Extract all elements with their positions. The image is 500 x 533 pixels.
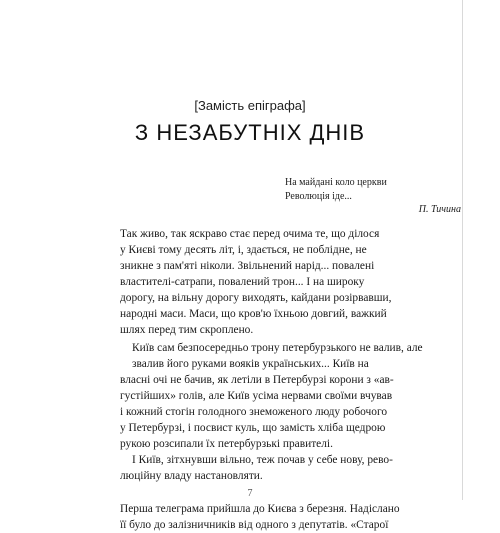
epigraph-line: Революція іде... bbox=[285, 190, 352, 202]
text-line: народні маси. Маси, що кров'ю їхньою довгий, важкий bbox=[120, 308, 387, 320]
text-line: зникне з пам'яті ніколи. Звільнений нарід... повалені bbox=[120, 260, 375, 272]
text-line: Київ сам безпосередньо трону петербурзького не валив, але звалив його руками вояків українських... Київ на bbox=[132, 342, 423, 370]
text-line: властителі-сатрапи, повалений трон... І на широку bbox=[120, 276, 365, 288]
paragraph bbox=[120, 226, 450, 338]
text-line: у Києві тому десять літ, і, здається, не поблідне, не bbox=[120, 244, 367, 256]
text-line: І Київ, зітхнувши вільно, теж почав у себе нову, рево- bbox=[132, 454, 393, 466]
text-line: люційну владу настановляти. bbox=[120, 470, 263, 482]
text-line: густійших» голів, але Київ усіма нервами своїми вчував bbox=[120, 390, 393, 402]
epigraph-author: П. Тичина bbox=[418, 204, 461, 215]
text-line: її було до залізничників від одного з депутатів. «Старої bbox=[120, 519, 389, 531]
epigraph bbox=[285, 176, 461, 217]
paragraph bbox=[120, 501, 450, 533]
text-line: Перша телеграма прийшла до Києва з березня. Надіслано bbox=[120, 503, 400, 515]
text-line: Так живо, так яскраво стає перед очима те, що ділося bbox=[120, 228, 380, 240]
epigraph-line: На майдані коло церкви bbox=[285, 177, 387, 188]
page-edge-rule bbox=[462, 0, 463, 500]
page-number: 7 bbox=[247, 488, 253, 499]
text-line: власні очі не бачив, як летіли в Петербурзі корони з «ав- bbox=[120, 374, 394, 386]
text-line: і кожний стогін голодного знеможеного люду робочого bbox=[120, 406, 388, 418]
section-label: [Замість епіграфа] bbox=[194, 98, 306, 113]
text-line: дорогу, на вільну дорогу виходять, кайдани розірвавши, bbox=[120, 292, 392, 304]
body-text bbox=[120, 226, 450, 533]
text-line: рукою розсипали їх петербурзькі правителі. bbox=[120, 438, 333, 450]
paragraph bbox=[120, 452, 450, 484]
paragraph bbox=[120, 340, 450, 452]
chapter-title: З НЕЗАБУТНІХ ДНІВ bbox=[134, 120, 366, 145]
text-line: у Петербурзі, і посвист куль, що замість хліба щедрою bbox=[120, 422, 386, 434]
text-line: шлях перед тим скроплено. bbox=[120, 324, 254, 336]
